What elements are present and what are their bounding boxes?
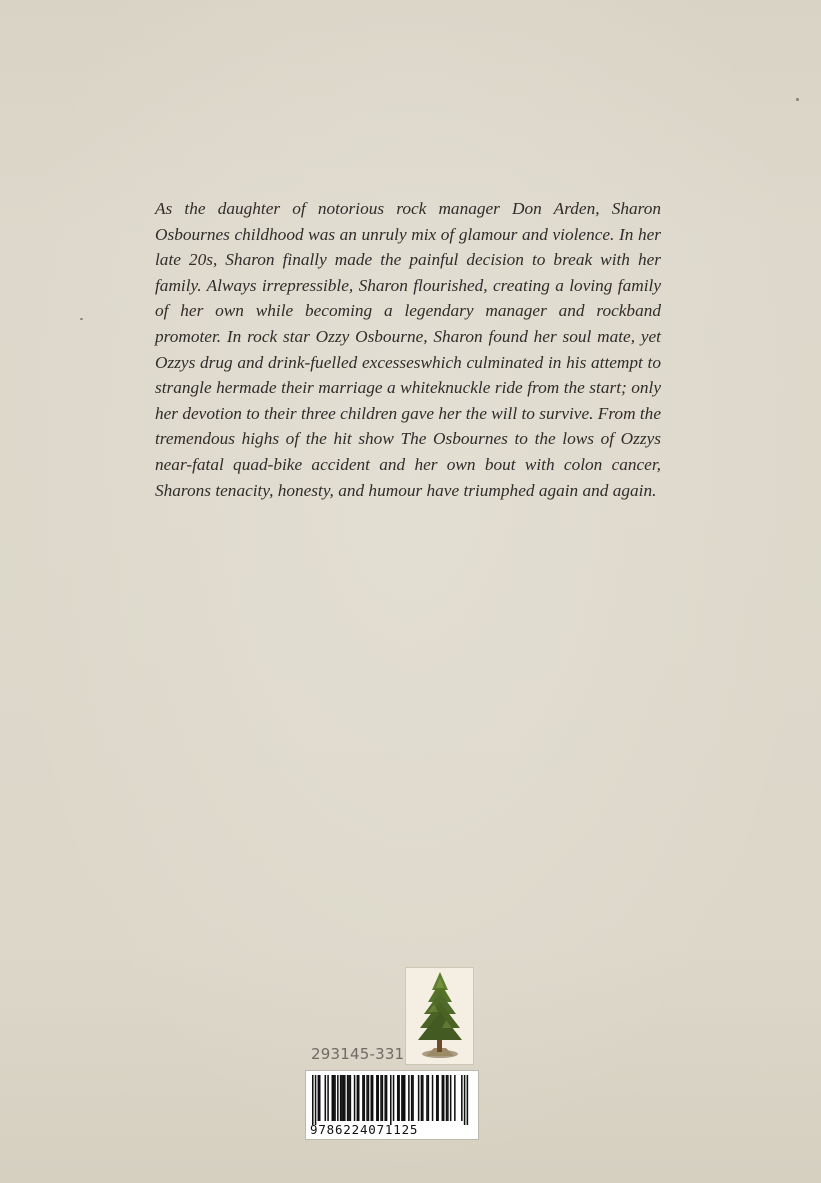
barcode-bar xyxy=(467,1075,469,1125)
barcode-bar xyxy=(411,1075,413,1121)
barcode-bar xyxy=(344,1075,346,1121)
barcode-bar xyxy=(382,1075,384,1121)
barcode-bar xyxy=(442,1075,444,1121)
barcode-bar xyxy=(358,1075,360,1121)
barcode-bar xyxy=(412,1075,414,1121)
barcode-bar xyxy=(464,1075,466,1125)
barcode-bar xyxy=(426,1075,428,1121)
barcode-bar xyxy=(393,1075,395,1121)
barcode-bar xyxy=(404,1075,406,1121)
barcode-bar xyxy=(347,1075,349,1121)
barcode-bar xyxy=(343,1075,345,1121)
barcode-bar xyxy=(362,1075,364,1121)
barcode-bar xyxy=(357,1075,359,1121)
barcode-bar xyxy=(332,1075,334,1121)
barcode-bar xyxy=(366,1075,368,1121)
barcode-bar xyxy=(325,1075,327,1121)
barcode-bar xyxy=(447,1075,449,1121)
barcode-bar xyxy=(318,1075,320,1121)
barcode-bar xyxy=(377,1075,379,1121)
barcode-bar xyxy=(334,1075,336,1121)
isbn-barcode xyxy=(305,1070,479,1140)
publisher-logo xyxy=(406,968,473,1064)
barcode-bar xyxy=(401,1075,403,1121)
barcode-bar xyxy=(319,1075,321,1121)
barcode-bar xyxy=(432,1075,434,1121)
barcode-bar xyxy=(390,1075,392,1125)
barcode-bar xyxy=(333,1075,335,1121)
barcode-bar xyxy=(354,1075,356,1121)
barcode-bar xyxy=(386,1075,388,1121)
barcode-bar xyxy=(446,1075,448,1121)
barcode-bar xyxy=(341,1075,343,1121)
barcode-bar xyxy=(337,1075,339,1121)
barcode-bar xyxy=(327,1075,329,1121)
barcode-bar xyxy=(450,1075,452,1121)
barcode-bar xyxy=(437,1075,439,1121)
barcode-bar xyxy=(384,1075,386,1121)
barcode-bar xyxy=(340,1075,342,1121)
barcode-bar xyxy=(397,1075,399,1121)
barcode-bar xyxy=(436,1075,438,1121)
barcode-bar xyxy=(312,1075,314,1125)
barcode-bar xyxy=(443,1075,445,1121)
barcode-bar xyxy=(371,1075,373,1121)
barcode-bar xyxy=(428,1075,430,1121)
barcode-bar xyxy=(380,1075,382,1121)
barcode-bar xyxy=(461,1075,463,1121)
barcode-bars xyxy=(306,1071,470,1125)
back-cover-blurb: As the daughter of notorious rock manager Don Arden, Sharon Osbournes childhood was an unruly mix of glamour and violence. In her late 20s, Sharon finally made the painful decision to break with her family. Always irrepressible, Sharon flourished, creating a loving family of her own while becoming a legendary manager and rockband promoter. In rock star Ozzy Osbourne, Sharon found her soul mate, yet Ozzys drug and drink-fuelled excesseswhich culminated in his attempt to strangle hermade their marriage a whiteknuckle ride from the start; only her devotion to their three children gave her the will to survive. From the tremendous highs of the hit show The Osbournes to the lows of Ozzys near-fatal quad-bike accident and her own bout with colon cancer, Sharons tenacity, honesty, and humour have triumphed again and again. xyxy=(155,199,661,500)
barcode-bar xyxy=(372,1075,374,1121)
barcode-bar xyxy=(376,1075,378,1121)
pine-tree-icon xyxy=(406,968,473,1064)
barcode-bar xyxy=(403,1075,405,1121)
barcode-bar xyxy=(348,1075,350,1121)
paper-speck xyxy=(796,98,799,101)
publisher-code: 293145-331 xyxy=(311,1045,405,1063)
barcode-bar xyxy=(315,1075,317,1125)
barcode-bar xyxy=(418,1075,420,1121)
barcode-bar xyxy=(422,1075,424,1121)
barcode-bar xyxy=(454,1075,456,1121)
paper-speck xyxy=(80,318,83,320)
barcode-bar xyxy=(398,1075,400,1121)
barcode-bar xyxy=(421,1075,423,1121)
isbn-digits: 9786224071125 xyxy=(310,1122,419,1137)
barcode-bar xyxy=(350,1075,352,1121)
barcode-bar xyxy=(408,1075,410,1121)
barcode-bar xyxy=(368,1075,370,1121)
barcode-bar xyxy=(364,1075,366,1121)
